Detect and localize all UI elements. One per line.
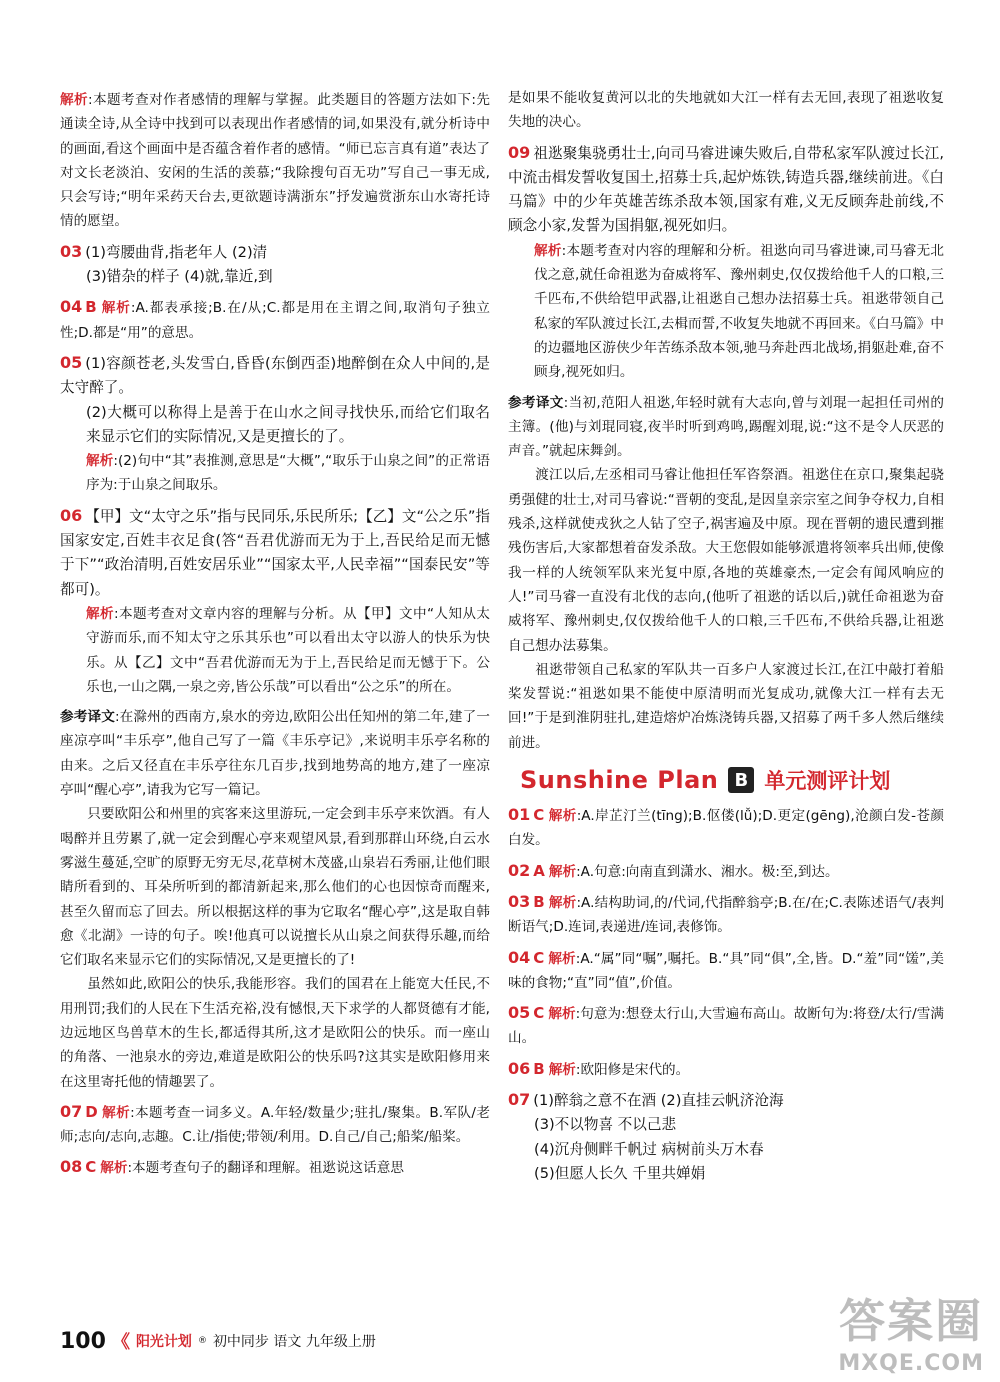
sunshine-plan-label: Sunshine Plan (520, 766, 719, 795)
translation-paragraph: 渡江以后,左丞相司马睿让他担任军咨祭酒。祖逖住在京口,聚集起骁勇强健的壮士,对司马睿说:“晋朝的变乱,是因皇亲宗室之间争夺权力,自相残杀,这样就使戎狄之人钻了空子,祸害遍及中原。现在晋朝的遗民遭到摧残伤害后,大家都想着奋发杀敌。大王您假如能够派遣将领率兵出师,使像我一样的人统领军队来光复中原,各地的英雄豪杰,一定会有闻风响应的人!”司马睿一直没有北伐的志向,(他听了祖逖的话以后,)就任命祖逖为奋威将军、豫州刺史,仅仅拨给他千人的口粮,三千匹布,不供给兵器,让祖逖自己想办法募集。 (508, 467, 944, 654)
answer-choice: C (85, 1158, 97, 1177)
section-badge: B (728, 767, 754, 793)
analysis-label: 解析 (548, 1006, 576, 1023)
watermark-text: 答案圈 (839, 1294, 984, 1348)
question-number: 03 (60, 241, 83, 261)
analysis-q02 (60, 88, 490, 234)
analysis-text: :欧阳修是宋代的。 (575, 1061, 690, 1078)
answer-line: (2)大概可以称得上是善于在山水之间寻找快乐,而给它们取名来显示它们的实际情况,又是更擅长的了。 (86, 403, 490, 445)
left-column (60, 88, 490, 1187)
analysis-text: :本题考查对作者感情的理解与掌握。此类题目的答题方法如下:先通读全诗,从全诗中找到可以表现出作者感情的词,如果没有,就分析诗中的画面,看这个画面中是否蕴含着作者的感情。“师已忘言真有道”表达了对文长老淡泊、安闲的生活的羡慕;“我除搜句百无功”写自己一事无成,只会写诗;“明年采药天台去,更欲题诗满浙东”抒发遍赏浙东山水寄托诗情的愿望。 (60, 92, 490, 230)
answer-text: 【甲】文“太守之乐”指与民同乐,乐民所乐;【乙】文“公之乐”指国家安定,百姓丰衣足食(答“吾君优游而无为于上,吾民给足而无憾于下”“政治清明,百姓安居乐业”“国家太平,人民幸福”“国泰民安”等都可)。 (60, 507, 490, 598)
translation-paragraph: 只要欧阳公和州里的宾客来这里游玩,一定会到丰乐亭来饮酒。有人喝醉并且劳累了,就一定会到醒心亭来观望风景,看到那群山环绕,白云水雾滋生蔓延,空旷的原野无穷无尽,花草树木茂盛,山泉岩石秀丽,让他们眼睛所看到的、耳朵所听到的都清新起来,那么他们的心也因惊奇而醒来,甚至久留而忘了回去。所以根据这样的事为它取名“醒心亭”,这是取自韩愈《北湖》一诗的句子。唉!他真可以说擅长从山泉之间获得乐趣,而给它们取名来显示它们的实际情况,又是更擅长的了! (60, 806, 490, 969)
analysis-text: :本题考查一词多义。A.年轻/数量少;驻扎/聚集。B.军队/老师;志向/志向,志趣。C.让/指使;带领/利用。D.自己/自己;船桨/船桨。 (60, 1104, 490, 1146)
question-number: 09 (508, 142, 531, 162)
answer-s05 (508, 1001, 944, 1051)
analysis-label: 解析 (548, 808, 577, 825)
answer-s03 (508, 890, 944, 940)
answer-line: (3)不以物喜 不以己悲 (534, 1116, 677, 1134)
reference-translation-right (508, 391, 944, 755)
answer-line: (1)醉翁之意不在酒 (2)直挂云帆济沧海 (533, 1091, 784, 1109)
question-number: 02 (508, 860, 531, 880)
question-number: 05 (508, 1003, 531, 1023)
question-number: 04 (508, 947, 531, 967)
answer-s01 (508, 803, 944, 853)
analysis-text: :A.句意:向南直到潇水、湘水。极:至,到达。 (576, 863, 839, 880)
answer-choice: D (85, 1102, 98, 1121)
registered-mark: ® (197, 1336, 207, 1346)
book-info: 初中同步 语文 九年级上册 (212, 1334, 376, 1350)
analysis-text: :本题考查对内容的理解和分析。祖逖向司马睿进谏,司马睿无北伐之意,就任命祖逖为奋威将军、豫州刺史,仅仅拨给他千人的口粮,三千匹布,不供给铠甲武器,让祖逖自己想办法招募士兵。祖逖带领自己私家的军队渡过长江,去楫而誓,不收复失地就不再回来。《白马篇》中的边疆地区游侠少年苦练杀敌本领,驰马奔赴西北战场,捐躯赴难,奋不顾身,视死如归。 (534, 242, 945, 381)
translation-label: 参考译文 (60, 709, 115, 726)
analysis-text: :本题考查对文章内容的理解与分析。从【甲】文中“人知从太守游而乐,而不知太守之乐其乐也”可以看出太守以游人的快乐为快乐。从【乙】文中“吾君优游而无为于上,吾民给足而无憾于下。公乐也,一山之隅,一泉之旁,皆公乐哉”可以看出“公之乐”的所在。 (86, 605, 490, 695)
answer-choice: C (533, 1004, 545, 1023)
answer-q09 (508, 141, 944, 385)
analysis-text: :A.“属”同“嘱”,嘱托。B.“具”同“俱”,全,皆。D.“羞”同“馐”,美味的食物;“直”同“值”,价值。 (508, 950, 944, 991)
question-number: 06 (508, 1058, 531, 1078)
answer-choice: B (533, 1059, 545, 1078)
question-number: 03 (508, 891, 531, 911)
answer-line: (4)沉舟侧畔千帆过 病树前头万木春 (534, 1140, 764, 1158)
watermark-url: MXQE.COM (838, 1351, 984, 1376)
answer-q07 (60, 1100, 490, 1150)
answer-line: (1)弯腰曲背,指老年人 (2)清 (85, 243, 268, 261)
watermark (838, 1285, 984, 1376)
answer-choice: C (533, 806, 545, 825)
question-number: 07 (60, 1101, 83, 1121)
chevron-left-icon: 《 (111, 1332, 130, 1353)
page-footer (60, 1328, 376, 1354)
right-column (508, 86, 944, 1192)
analysis-block (60, 602, 490, 699)
translation-text: :在滁州的西南方,泉水的旁边,欧阳公出任知州的第二年,建了一座凉亭叫“丰乐亭”,他自己写了一篇《丰乐亭记》,来说明丰乐亭名称的由来。之后又径直在丰乐亭往东几百步,找到地势高的地方,建了一座凉亭叫“醒心亭”,请我为它写一篇记。 (60, 709, 490, 799)
analysis-block (60, 449, 490, 498)
answer-s04 (508, 946, 944, 996)
answer-choice: B (533, 892, 545, 911)
analysis-text: :本题考查句子的翻译和理解。祖逖说这话意思 (127, 1160, 404, 1177)
analysis-label: 解析 (548, 950, 576, 967)
question-number: 08 (60, 1157, 83, 1177)
answer-text: 祖逖聚集骁勇壮士,向司马睿进谏失败后,自带私家军队渡过长江,中流击楫发誓收复国土,招募士兵,起炉炼铁,铸造兵器,继续前进。《白马篇》中的少年英雄苦练杀敌本领,国家有难,义无反顾奔赴前线,不顾念小家,发誓为国捐躯,视死如归。 (508, 144, 944, 235)
analysis-label: 解析 (534, 242, 562, 259)
answer-q04 (60, 295, 490, 345)
question-number: 05 (60, 352, 83, 372)
analysis-label: 解析 (548, 894, 577, 911)
answer-q03 (60, 240, 490, 290)
translation-paragraph: 虽然如此,欧阳公的快乐,我能形容。我们的国君在上能宽大任民,不用刑罚;我们的人民在下生活充裕,没有憾恨,天下求学的人都贤德有才能,边远地区鸟兽草木的生长,都适得其所,这才是欧阳公的快乐。而一座山的角落、一池泉水的旁边,难道是欧阳公的快乐吗?这其实是欧阳修用来在这里寄托他的情趣罢了。 (60, 976, 490, 1090)
answer-q08 (60, 1155, 490, 1180)
analysis-label: 解析 (100, 300, 131, 317)
question-number: 06 (60, 505, 83, 525)
answer-choice: A (533, 861, 545, 880)
answer-s06 (508, 1057, 944, 1082)
analysis-label: 解析 (86, 605, 114, 622)
question-number: 01 (508, 805, 531, 825)
analysis-label: 解析 (86, 453, 114, 470)
translation-text: :当初,范阳人祖逖,年轻时就有大志向,曾与刘琨一起担任司州的主簿。(他)与刘琨同寝,夜半时听到鸡鸣,踢醒刘琨,说:“这不是令人厌恶的声音。”就起床舞剑。 (508, 394, 945, 460)
answer-choice: B (85, 298, 97, 317)
translation-paragraph: 祖逖带领自己私家的军队共一百多户人家渡过长江,在江中敲打着船桨发誓说:“祖逖如果不能使中原清明而光复成功,就像大江一样有去无回!”于是到淮阴驻扎,建造熔炉冶炼浇铸兵器,又招募了两千多人然后继续前进。 (508, 661, 944, 751)
analysis-text: :A.岸芷汀兰(tīng);B.伛偻(lǚ);D.更定(gēng),沧颜白发-苍颜白发。 (508, 808, 944, 849)
analysis-block (508, 239, 944, 385)
answer-line: (3)错杂的样子 (4)就,靠近,到 (86, 268, 273, 286)
analysis-text: :A.都表承接;B.在/从;C.都是用在主谓之间,取消句子独立性;D.都是“用”的意思。 (60, 300, 491, 341)
analysis-label: 解析 (548, 1061, 576, 1078)
page-number: 100 (60, 1328, 106, 1354)
answer-choice: C (533, 948, 545, 967)
analysis-label: 解析 (101, 1104, 131, 1121)
question-number: 04 (60, 297, 83, 317)
answer-q06 (60, 504, 490, 699)
answer-q05 (60, 351, 490, 498)
answer-s07 (508, 1088, 944, 1186)
analysis-label: 解析 (548, 863, 577, 880)
analysis-text: :(2)句中“其”表推测,意思是“大概”,“取乐于山泉之间”的正常语序为:于山泉之间取乐。 (86, 453, 490, 494)
translation-label: 参考译文 (508, 394, 564, 411)
analysis-continuation: 是如果不能收复黄河以北的失地就如大江一样有去无回,表现了祖逖收复失地的决心。 (508, 90, 944, 131)
analysis-label: 解析 (100, 1160, 128, 1177)
section-header (520, 765, 944, 795)
analysis-label: 解析 (60, 92, 89, 108)
answer-line: (5)但愿人长久 千里共婵娟 (534, 1164, 706, 1182)
brand-name: 阳光计划 (135, 1334, 192, 1350)
analysis-text: :句意为:想登太行山,大雪遍布高山。故断句为:将登/太行/雪满山。 (508, 1006, 944, 1047)
question-number: 07 (508, 1089, 531, 1109)
analysis-text: :A.结构助词,的/代词,代指醉翁亭;B.在/在;C.表陈述语气/表判断语气;D.连词,表递进/连词,表修饰。 (508, 894, 945, 936)
answer-s02 (508, 859, 944, 884)
section-title: 单元测评计划 (764, 769, 891, 794)
reference-translation-left (60, 705, 490, 1094)
answer-line: (1)容颜苍老,头发雪白,昏昏(东倒西歪)地醉倒在众人中间的,是太守醉了。 (60, 354, 490, 397)
